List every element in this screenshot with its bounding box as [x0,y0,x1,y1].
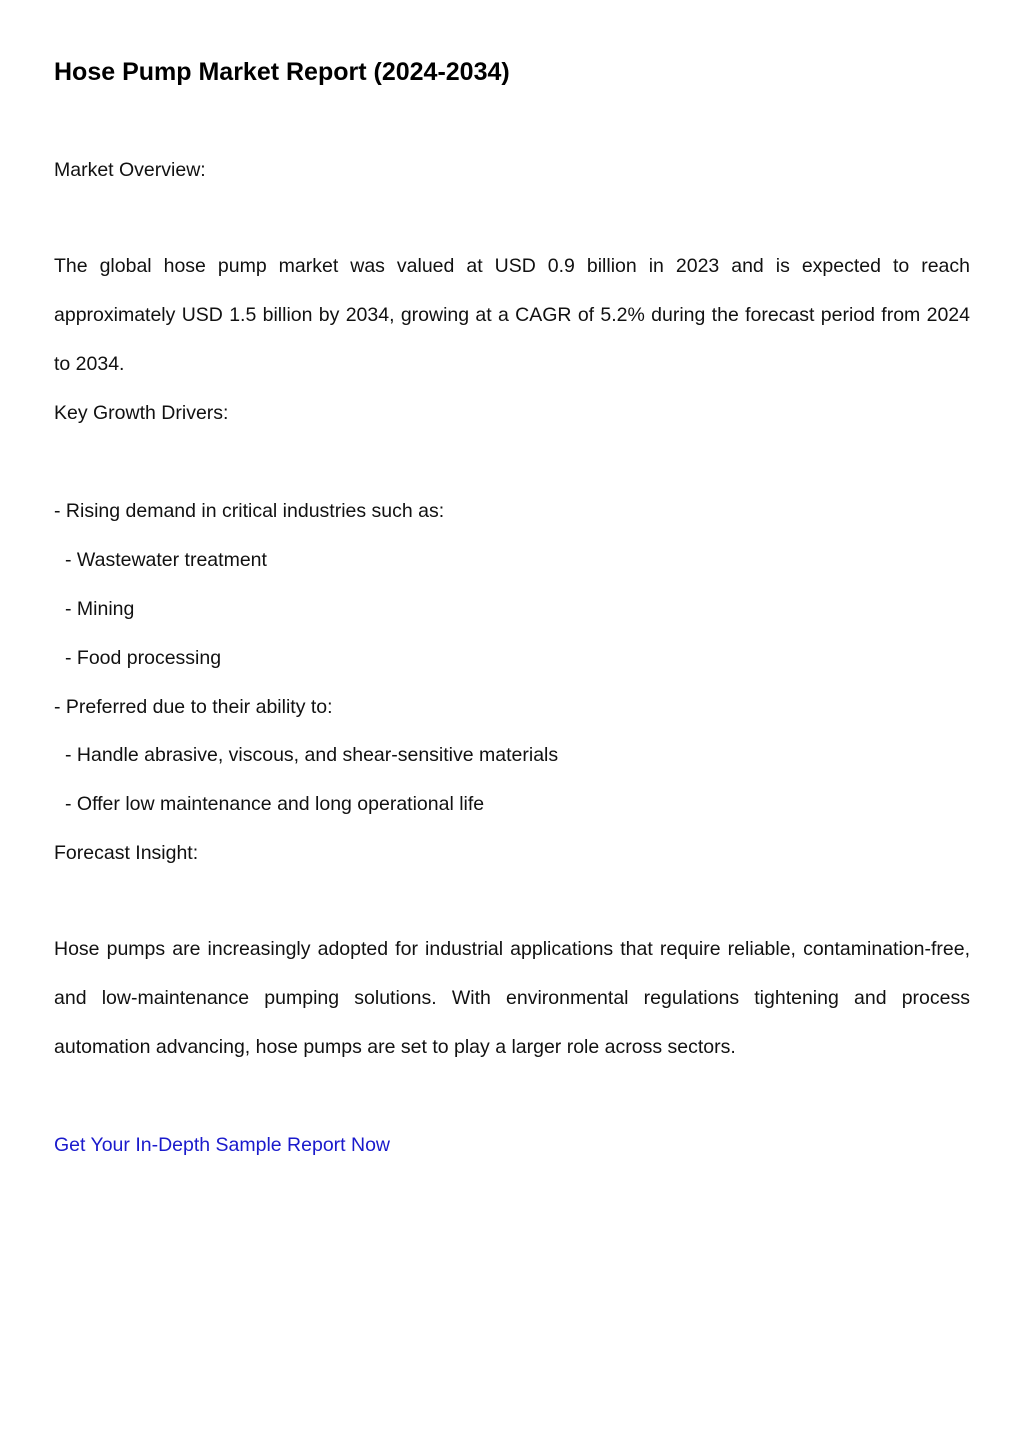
page-title: Hose Pump Market Report (2024-2034) [54,58,510,86]
driver-subitem-wastewater: - Wastewater treatment [65,549,267,571]
forecast-paragraph: Hose pumps are increasingly adopted for industrial applications that require reliable, contamination-free, and low-maintenance pumping solutions. With environmental regulations tightening and process automation advancing, hose pumps are set to play a larger role across sectors. [54,938,970,1058]
sample-report-link[interactable]: Get Your In-Depth Sample Report Now [54,1134,391,1156]
driver-subitem-maintenance: - Offer low maintenance and long operational life [65,793,485,815]
driver-subitem-abrasive: - Handle abrasive, viscous, and shear-sensitive materials [65,744,559,766]
drivers-heading: Key Growth Drivers: [54,402,229,424]
driver-subitem-mining: - Mining [65,598,135,620]
overview-heading: Market Overview: [54,159,206,181]
driver-item-preferred: - Preferred due to their ability to: [54,696,333,718]
cta-line [54,1132,390,1158]
overview-paragraph: The global hose pump market was valued at USD 0.9 billion in 2023 and is expected to reach approximately USD 1.5 billion by 2034, growing at a CAGR of 5.2% during the forecast period from 2024 to 2034. [54,255,970,375]
forecast-heading: Forecast Insight: [54,842,199,864]
driver-subitem-food: - Food processing [65,647,222,669]
driver-item-industries: - Rising demand in critical industries such as: [54,500,445,522]
